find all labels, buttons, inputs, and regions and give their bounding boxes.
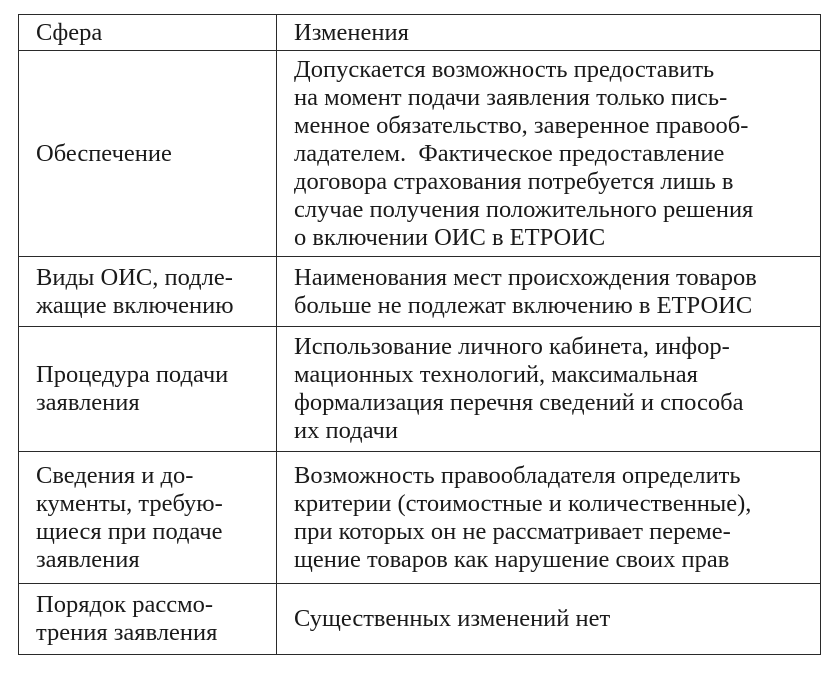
table-row (19, 51, 821, 257)
row-sphere-cell: Порядок рассмо- трения заявления (19, 584, 277, 655)
row-sphere-cell: Процедура подачи заявления (19, 327, 277, 452)
row-changes-cell: Возможность правообладателя определить критерии (стоимостные и количественные), при которых он не рассматривает переме- щение товаров как нарушение своих прав (277, 452, 821, 584)
changes-table (18, 14, 821, 655)
row-changes-cell: Допускается возможность предоставить на момент подачи заявления только пись- менное обязательство, заверенное правооб- ладателем. Фактическое предоставление договора страхования потребуется лишь в случае получения положительного решения о включении ОИС в ЕТРОИС (277, 51, 821, 257)
table-row (19, 327, 821, 452)
header-changes: Изменения (277, 15, 821, 51)
row-changes-cell: Использование личного кабинета, инфор- мационных технологий, максимальная формализация перечня сведений и способа их подачи (277, 327, 821, 452)
row-changes-cell: Существенных изменений нет (277, 584, 821, 655)
row-sphere-cell: Сведения и до- кументы, требую- щиеся при подаче заявления (19, 452, 277, 584)
row-sphere-cell: Обеспечение (19, 51, 277, 257)
table-row (19, 452, 821, 584)
table-row (19, 584, 821, 655)
table-row (19, 257, 821, 327)
row-changes-cell: Наименования мест происхождения товаров больше не подлежат включению в ЕТРОИС (277, 257, 821, 327)
header-sphere: Сфера (19, 15, 277, 51)
row-sphere-cell: Виды ОИС, подле- жащие включению (19, 257, 277, 327)
table-header-row (19, 15, 821, 51)
